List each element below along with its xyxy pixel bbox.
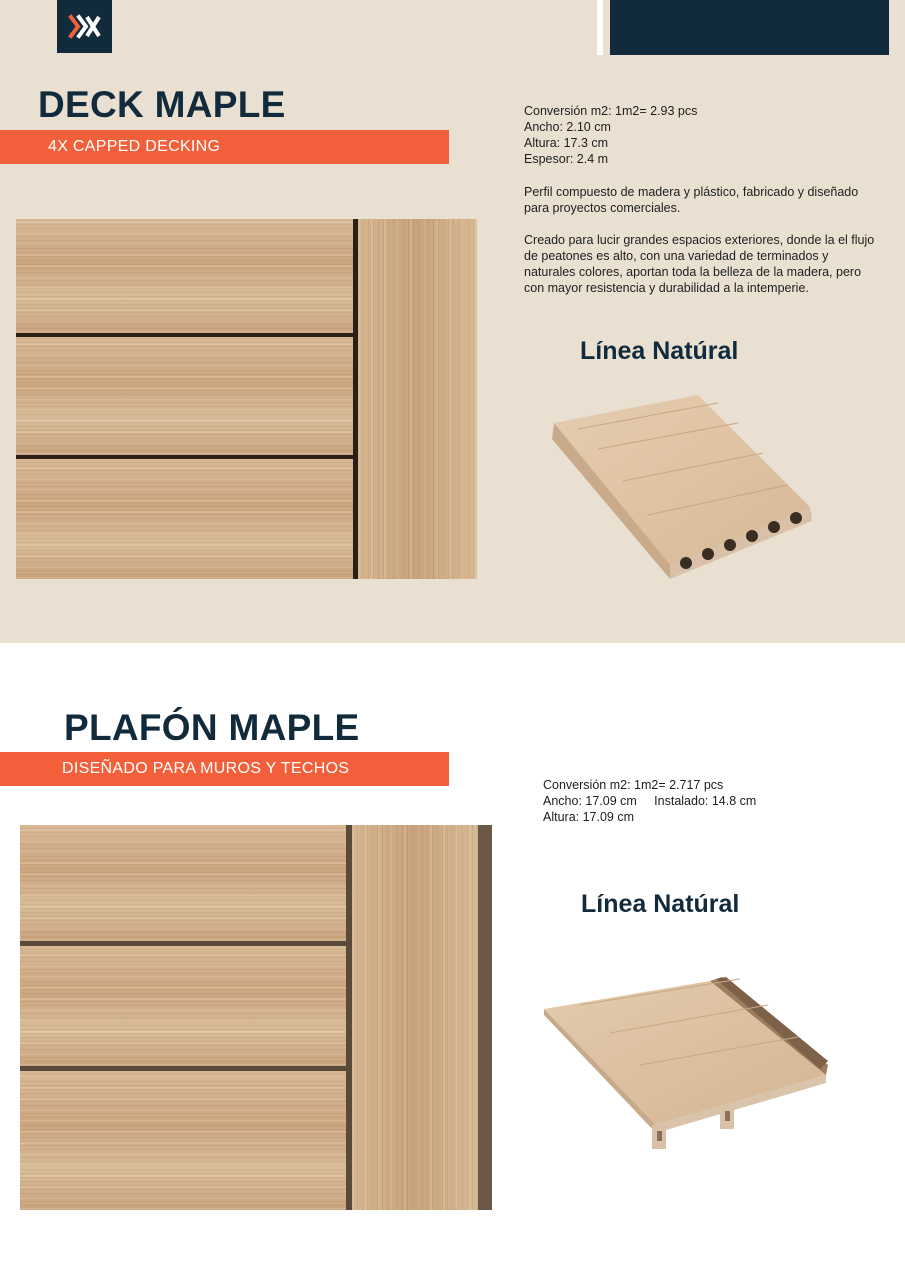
deck-plank xyxy=(16,219,356,333)
plafon-spec-ancho: Ancho: 17.09 cm Instalado: 14.8 cm xyxy=(543,794,757,808)
deck-plank xyxy=(16,337,356,455)
plafon-plank xyxy=(20,1071,348,1210)
deck-wood-photo xyxy=(16,219,477,579)
deck-spec-conversion: Conversión m2: 1m2= 2.93 pcs xyxy=(524,104,698,118)
deck-specs xyxy=(524,103,697,167)
header-divider xyxy=(597,0,603,55)
deck-description-p2: Creado para lucir grandes espacios exteriores, donde la el flujo de peatones es alto, con una variedad de terminados y naturales colores, aportan toda la belleza de la madera, pero con mayor resistencia y durabilidad a la intemperie. xyxy=(524,233,875,295)
plafon-title: PLAFÓN MAPLE xyxy=(64,707,360,748)
plafon-specs xyxy=(543,777,756,825)
deck-plank xyxy=(16,459,356,579)
plafon-wood-photo xyxy=(20,825,492,1210)
deck-plank-vertical xyxy=(358,219,477,579)
brand-logo xyxy=(57,0,112,53)
deck-board-render xyxy=(548,395,818,580)
plafon-spec-altura: Altura: 17.09 cm xyxy=(543,810,635,824)
plafon-ribbon: DISEÑADO PARA MUROS Y TECHOS xyxy=(0,752,449,786)
deck-line-label: Línea Natúral xyxy=(580,337,739,365)
plafon-board-render xyxy=(540,975,830,1160)
double-chevron-x-logo-icon xyxy=(57,0,112,53)
deck-spec-ancho: Ancho: 2.10 cm xyxy=(524,120,611,134)
deck-ribbon: 4X CAPPED DECKING xyxy=(0,130,449,164)
header-bar xyxy=(610,0,889,55)
deck-title: DECK MAPLE xyxy=(38,84,286,125)
deck-spec-espesor: Espesor: 2.4 m xyxy=(524,152,609,166)
deck-description xyxy=(524,184,879,296)
plafon-plank xyxy=(20,825,348,941)
plafon-line-label: Línea Natúral xyxy=(581,890,740,918)
plafon-plank xyxy=(20,946,348,1066)
plafon-spec-conversion: Conversión m2: 1m2= 2.717 pcs xyxy=(543,778,724,792)
deck-description-p1: Perfil compuesto de madera y plástico, fabricado y diseñado para proyectos comerciales. xyxy=(524,185,859,215)
plafon-edge xyxy=(478,825,492,1210)
deck-spec-altura: Altura: 17.3 cm xyxy=(524,136,609,150)
plafon-plank-vertical xyxy=(352,825,478,1210)
